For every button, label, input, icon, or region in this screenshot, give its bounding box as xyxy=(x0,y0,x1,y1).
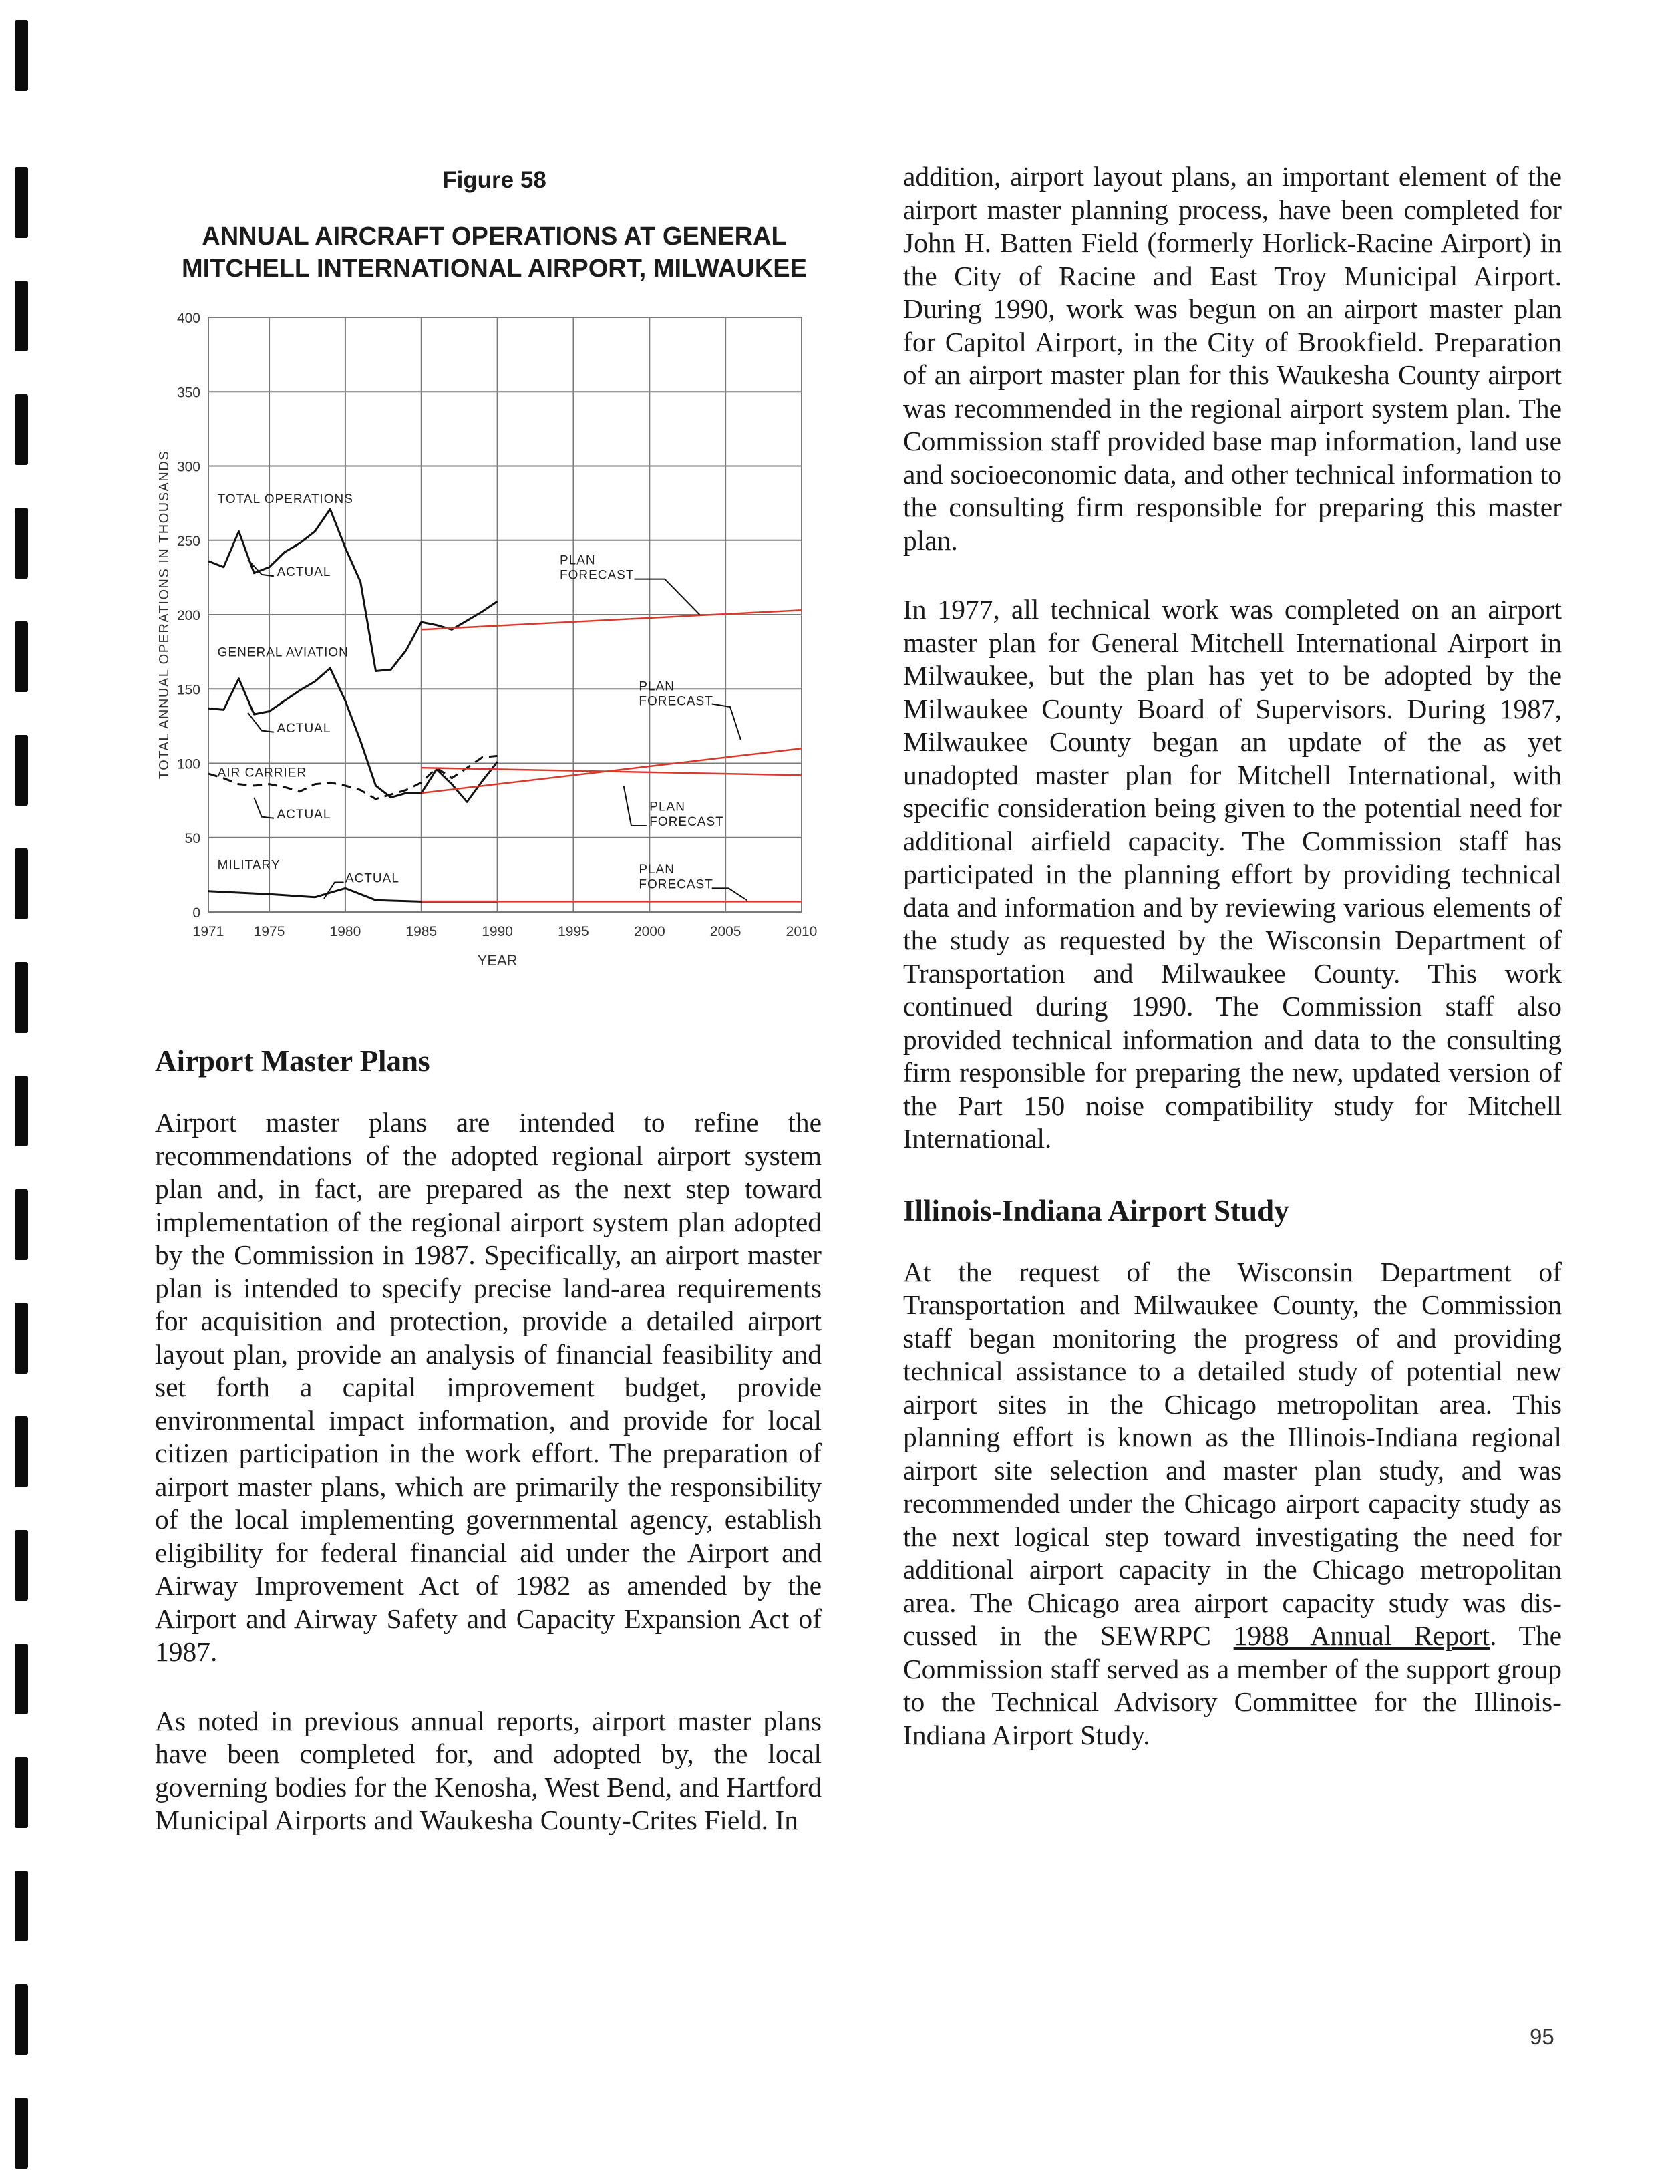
x-tick-label: 2000 xyxy=(633,924,665,939)
paragraph: Airport master plans are intended to refine the recommendations of the adopted regional airport system plan and, in fact, are prepared as the next step toward implementation of the regional airport system plan adopted by the Commission in 1987. Specifically, an airport master plan is intended to specify precise land-area requirements for acquisition and protection, provide a detailed airport layout plan, provide an analysis of financial feasibility and set forth a capital improvement budget, provide environmental impact information, and provide for local citizen participation in the work effort. The preparation of airport master plans, which are primarily the responsibility of the local implementing governmental agency, establish eligibility for federal financial aid under the Airport and Airway Improvement Act of 1982 as amended by the Airport and Airway Safety and Capacity Expansion Act of 1987. xyxy=(155,1107,822,1667)
y-tick-label: 0 xyxy=(192,905,200,921)
paragraph-text: . The Commission staff served as a member of the support group to the Technical Advisory Committee for the Illinois-Indiana Airport Study. xyxy=(903,1620,1562,1750)
annotation-leader xyxy=(712,888,747,900)
page-number: 95 xyxy=(1530,2024,1554,2049)
annotation-leader xyxy=(254,798,274,818)
section-heading-airport-master-plans: Airport Master Plans xyxy=(155,1044,430,1078)
x-tick-label: 1995 xyxy=(558,924,589,939)
chart-annotation: TOTAL OPERATIONS xyxy=(217,492,353,507)
x-tick-label: 1985 xyxy=(405,924,438,939)
y-tick-label: 100 xyxy=(176,756,200,772)
chart-annotation: ACTUAL xyxy=(277,807,331,822)
y-tick-label: 350 xyxy=(176,385,200,401)
paragraph: addition, airport layout plans, an important element of the airport master planning process, have been completed for John H. Batten Field (formerly Horlick-Racine Airport) in the City of Racine and East Troy Municipal Airport. During 1990, work was begun on an airport master plan for Capitol Airport, in the City of Brookfield. Preparation of an airport master plan for this Waukesha County airport was recommended in the regional airport system plan. The Commission staff provided base map information, land use and socioeconomic data, and other technical information to the consulting firm responsible for preparing this master plan. xyxy=(903,161,1562,556)
y-tick-label: 300 xyxy=(176,459,200,475)
series-line xyxy=(208,668,498,802)
y-tick-label: 50 xyxy=(184,830,200,846)
chart-annotation: FORECAST xyxy=(559,568,635,583)
report-title: 1988 Annual Report xyxy=(1233,1620,1490,1651)
y-tick-label: 150 xyxy=(176,682,200,698)
series-line xyxy=(208,888,498,901)
y-tick-label: 250 xyxy=(176,533,200,549)
binding-hole xyxy=(15,1871,28,1941)
chart-annotation: PLAN xyxy=(639,679,675,694)
paragraph: In 1977, all technical work was completed on an airport master plan for General Mitchell International Airport in Milwaukee, but the plan has yet to be adopted by the Milwaukee County Board of Supervisors. During 1987, Milwaukee County began an update of the as yet unadopted master plan for Mitchell International, with specific consideration being given to the potential need for additional airfield capacity. The Commission staff has participated in the planning effort by providing technical data and information and by reviewing various elements of the study as requested by the Wisconsin Department of Transportation and Milwaukee County. This work continued during 1990. The Commission staff also provided technical information and data to the consulting firm responsible for preparing the new, updated version of the Part 150 noise compatibility study for Mitchell International. xyxy=(903,594,1562,1154)
x-tick-label: 1971 xyxy=(192,924,224,939)
figure-number: Figure 58 xyxy=(442,167,546,193)
paragraph: As noted in previous annual reports, airport master plans have been completed for, and adopted by, the local governing bodies for the Kenosha, West Bend, and Hartford Municipal Airports and Waukesha County-Crites Field. In xyxy=(155,1705,822,1835)
section-heading-illinois-indiana: Illinois-Indiana Airport Study xyxy=(903,1193,1289,1227)
x-axis-label: YEAR xyxy=(477,952,518,969)
y-axis-label: TOTAL ANNUAL OPERATIONS IN THOUSANDS xyxy=(157,450,172,780)
chart-annotation: GENERAL AVIATION xyxy=(217,645,349,660)
binding-hole xyxy=(15,1644,28,1714)
chart-annotation: FORECAST xyxy=(639,694,713,709)
chart-annotation: PLAN xyxy=(649,800,685,814)
x-tick-label: 2010 xyxy=(786,924,818,939)
chart-annotation: ACTUAL xyxy=(345,871,399,886)
x-tick-label: 2005 xyxy=(709,924,741,939)
annotation-leader xyxy=(624,786,647,826)
binding-hole xyxy=(15,1303,28,1374)
binding-hole xyxy=(15,1984,28,2055)
figure-title-line: ANNUAL AIRCRAFT OPERATIONS AT GENERAL xyxy=(202,222,787,251)
binding-hole xyxy=(15,1189,28,1260)
chart-annotation: PLAN xyxy=(559,553,596,568)
annotation-leader xyxy=(712,704,741,740)
paragraph-text: At the request of the Wisconsin Department of Transportation and Milwaukee County, the Commission staff began monitoring the progress of and providing technical assistance to a detailed study of potential new airport sites in the Chicago metropolitan area. This planning effort is known as the Illinois-Indiana regional airport site selection and master plan study, and was recommended under the Chicago airport capacity study as the next logical step toward investigating the need for additional airport capacity in the Chicago metropolitan area. The Chicago area airport capacity study was discussed in the SEWRPC xyxy=(903,1256,1562,1651)
binding-hole xyxy=(15,1076,28,1146)
annotation-leader xyxy=(248,713,274,732)
chart-annotation: MILITARY xyxy=(217,858,281,873)
figure-title-line: MITCHELL INTERNATIONAL AIRPORT, MILWAUKEE xyxy=(182,255,807,283)
right-column xyxy=(903,160,1562,1788)
paragraph xyxy=(903,1256,1562,1752)
y-tick-label: 400 xyxy=(176,311,200,326)
binding-hole xyxy=(15,2098,28,2169)
x-tick-label: 1975 xyxy=(253,924,285,939)
chart-annotation: FORECAST xyxy=(639,877,713,892)
chart-annotation: AIR CARRIER xyxy=(217,766,307,780)
chart-annotation: PLAN xyxy=(639,863,675,877)
series-line xyxy=(422,768,802,775)
binding-hole xyxy=(15,1530,28,1601)
y-tick-label: 200 xyxy=(176,608,200,623)
annotation-leader xyxy=(635,579,700,615)
chart-annotation: ACTUAL xyxy=(277,721,331,736)
x-tick-label: 1980 xyxy=(329,924,361,939)
chart-annotation: ACTUAL xyxy=(277,565,331,580)
binding-hole xyxy=(15,1416,28,1487)
chart-annotation: FORECAST xyxy=(649,814,724,829)
left-column xyxy=(155,1042,822,1873)
binding-hole xyxy=(15,1757,28,1828)
x-tick-label: 1990 xyxy=(482,924,513,939)
